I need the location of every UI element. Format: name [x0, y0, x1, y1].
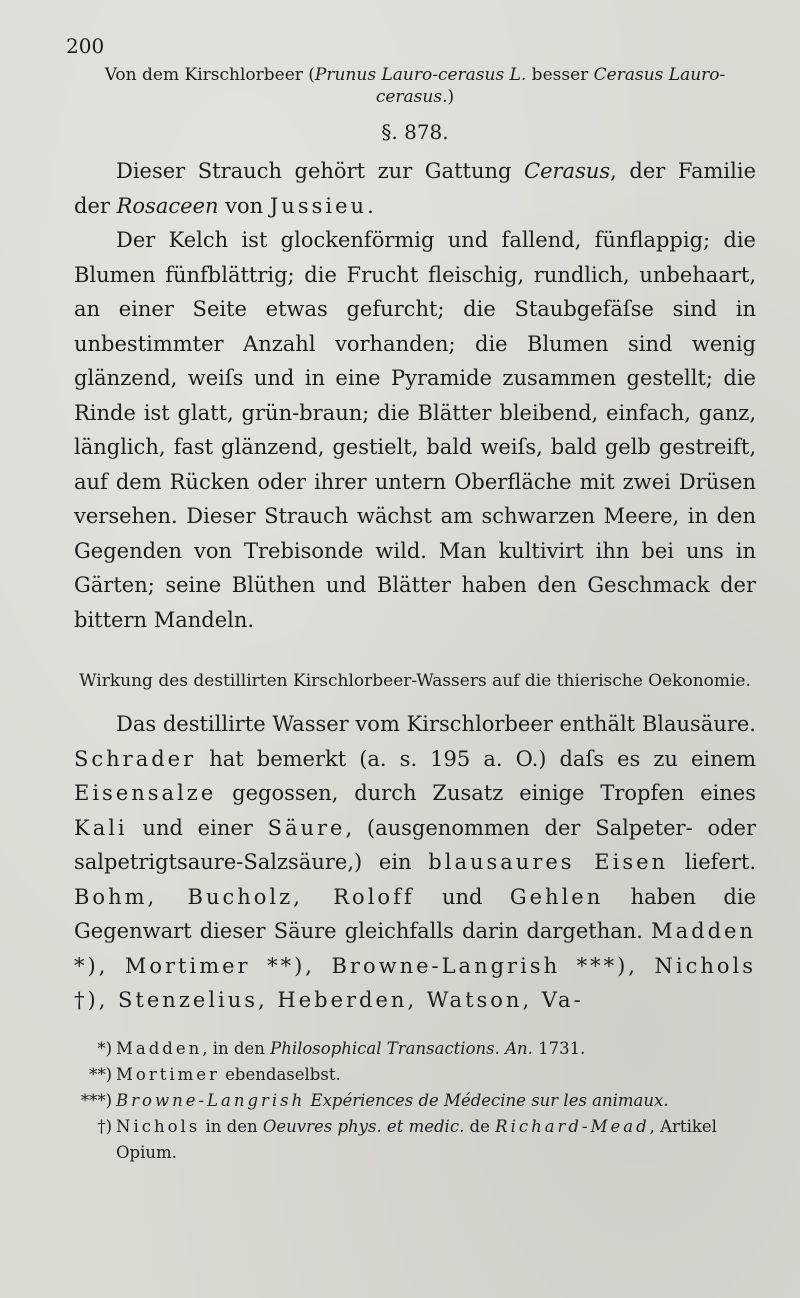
p3-text-a: Das destillirte Wasser vom Kirschlorbeer enthält Blausäure. [116, 712, 756, 736]
footnotes [74, 1036, 756, 1166]
p3-text-b: hat bemerkt (a. s. 195 a. O.) daſs es zu einem [196, 746, 756, 771]
p3-schrader: Schrader [74, 746, 197, 771]
footnote-author-2: Richard-Mead [495, 1116, 650, 1136]
footnote [74, 1036, 756, 1062]
p3-names-1: Bohm, Bucholz, Roloff [74, 884, 415, 909]
page-number: 200 [66, 34, 105, 58]
p3-names-2: Madden *), Mortimer **), Browne-Langrish ***), Nichols †), Stenzelius, Heberden, Watson, Va- [74, 919, 756, 1012]
p3-text-h: haben die Gegenwart dieser Säure gleichfalls darin dargethan. [74, 884, 756, 943]
footnote-text-3: , Artikel Opium. [116, 1116, 717, 1162]
paragraph-2: Der Kelch ist glockenförmig und fallend, fünflappig; die Blumen fünfblättrig; die Frucht fleischig, rundlich, unbehaart, an einer Seite etwas gefurcht; die Staubgefäſse sind in unbestimmter Anzahl vorhanden; die Blumen sind wenig glänzend, weiſs und in eine Pyramide zusammen gestellt; die Rinde ist glatt, grün-braun; die Blätter bleibend, einfach, ganz, länglich, fast glänzend, gestielt, bald weiſs, bald gelb gestreift, auf dem Rücken oder ihrer untern Oberfläche mit zwei Drüsen versehen. Dieser Strauch wächst am schwarzen Meere, in den Gegenden von Trebisonde wild. Man kultivirt ihn bei uns in Gärten; seine Blüthen und Blätter haben den Geschmack der bittern Mandeln. [74, 228, 756, 632]
p3-text-e: , (ausgenommen der Salpeter- oder salpetrigtsaure-Salzsäure,) ein [74, 815, 756, 874]
footnote-author: Browne-Langrish [116, 1090, 306, 1110]
footnote-author: Nichols [116, 1116, 201, 1136]
footnote-mark: ***) [80, 1090, 112, 1110]
p1-text-g: . [367, 193, 374, 218]
title-latin-2: Cerasus Lauro-cerasus. [375, 65, 726, 107]
footnote [74, 1088, 756, 1114]
paragraph-3 [74, 707, 756, 1018]
footnote-mark: *) [97, 1038, 112, 1058]
footnote [74, 1062, 756, 1088]
p3-text-f: liefert. [668, 850, 756, 874]
paragraph-number: §. 878. [381, 120, 449, 144]
title-mid: besser [526, 65, 594, 85]
footnote-mark: †) [97, 1116, 112, 1136]
p3-gehlen: Gehlen [509, 884, 604, 909]
p3-eisensalze: Eisensalze [74, 781, 217, 805]
p1-text-e: von [218, 193, 270, 218]
footnote-source: Expériences de Médecine sur les animaux. [310, 1090, 669, 1110]
p3-saeure: Säure [267, 815, 346, 840]
footnote-author: Mortimer [116, 1064, 220, 1084]
footnote-text: , in den [202, 1038, 271, 1058]
section-title [74, 64, 756, 108]
paragraph-1 [74, 154, 756, 223]
p1-text-c: , der Familie der [74, 159, 757, 218]
footnote-author: Madden [116, 1038, 203, 1058]
p3-text-d: und einer [127, 815, 268, 840]
p1-family: Rosaceen [116, 193, 219, 218]
p1-genus: Cerasus [524, 159, 611, 183]
footnote-text: in den [200, 1116, 263, 1136]
footnote-source: Oeuvres phys. et medic. [262, 1116, 465, 1136]
subheading: Wirkung des destillirten Kirschlorbeer-Wassers auf die thierische Oekonomie. [79, 671, 751, 691]
p1-author: Jussieu [269, 193, 368, 218]
footnote-text-2: de [464, 1116, 496, 1136]
p1-text-a: Dieser Strauch gehört zur Gattung [116, 159, 525, 183]
title-pre: Von dem Kirschlorbeer ( [104, 65, 315, 85]
footnote-source: Philosophical Transactions. An. [270, 1038, 533, 1058]
footnote [74, 1114, 756, 1166]
title-latin: Prunus Lauro-cerasus L. [314, 65, 527, 85]
p3-text-g: und [414, 884, 510, 909]
p3-blausaures: blausaures Eisen [428, 850, 669, 874]
p3-text-c: gegossen, durch Zusatz einige Tropfen eines [216, 781, 756, 805]
title-post: ) [447, 87, 455, 107]
footnote-text: ebendaselbst. [219, 1064, 341, 1084]
p3-kali: Kali [74, 815, 128, 840]
footnote-mark: **) [89, 1064, 112, 1084]
footnote-year: 1731. [532, 1038, 586, 1058]
